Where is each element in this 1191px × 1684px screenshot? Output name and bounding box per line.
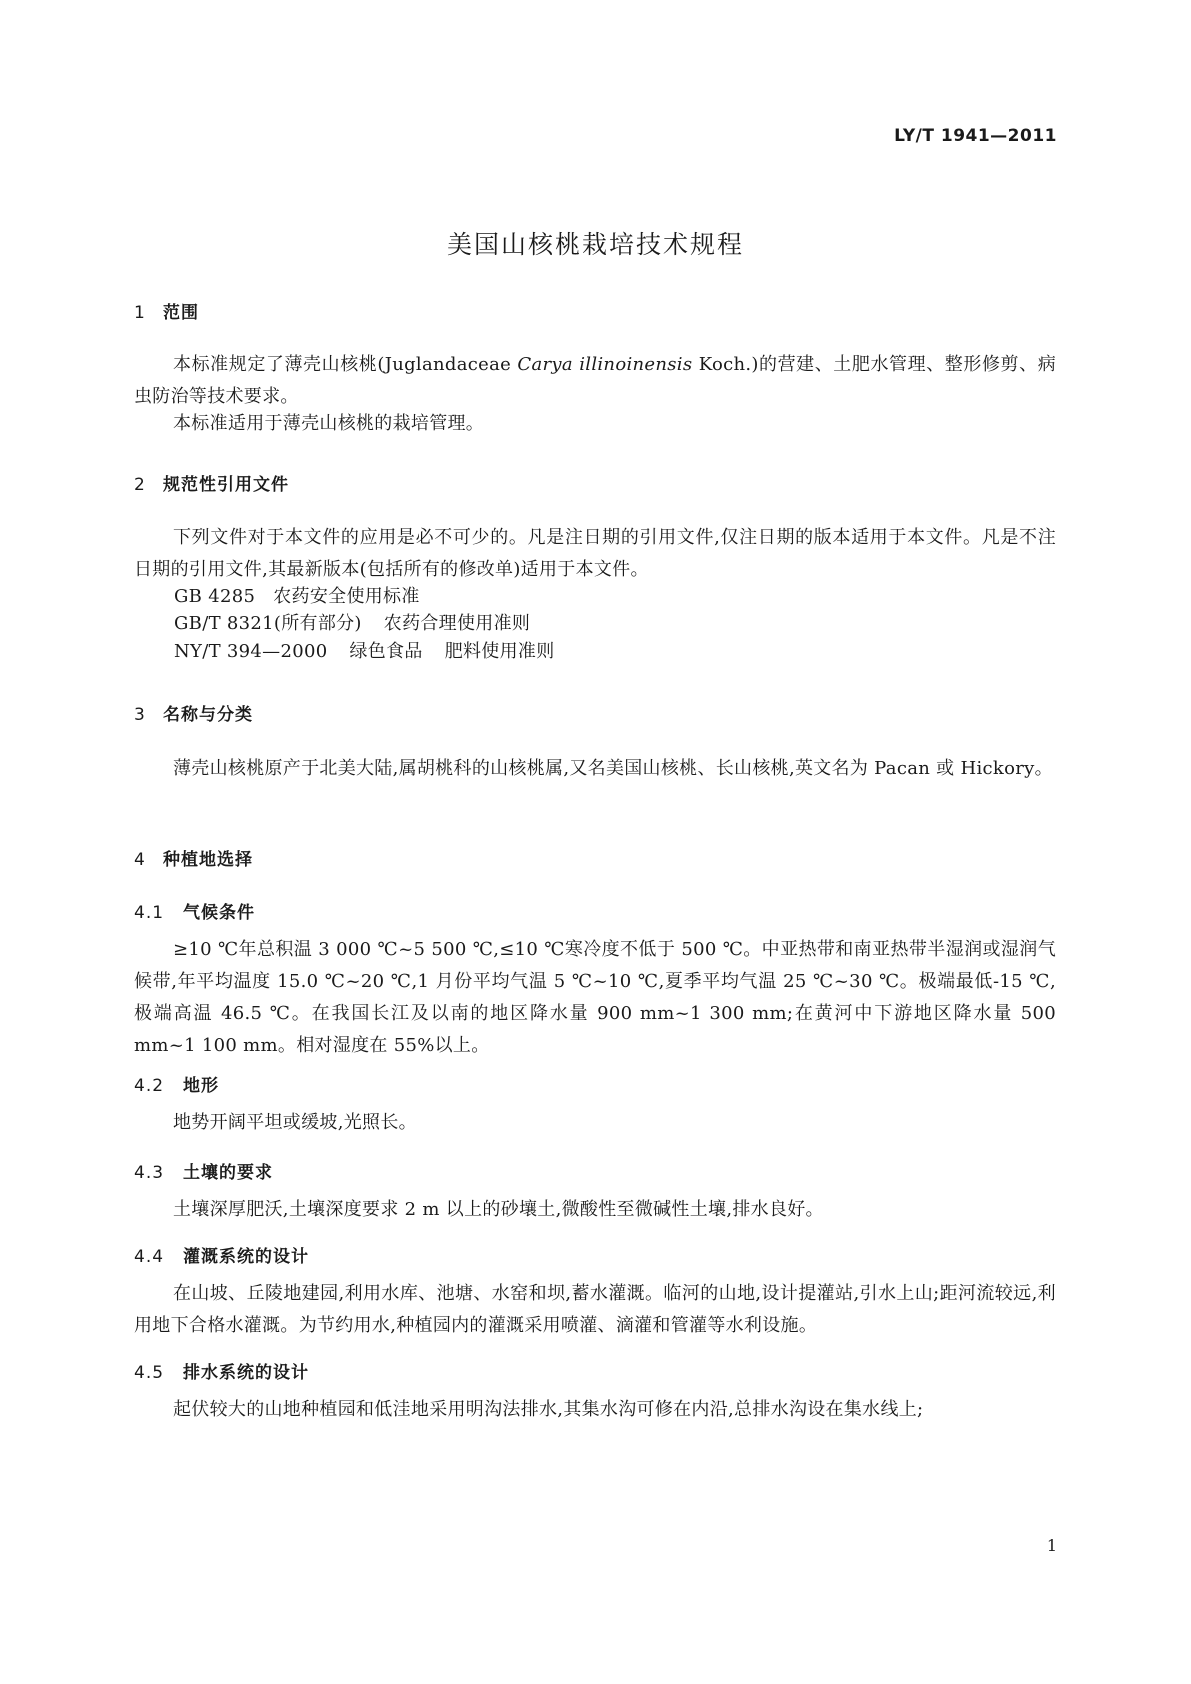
section-1-paragraph-2: 本标准适用于薄壳山核桃的栽培管理。 xyxy=(173,413,485,434)
reference-code: GB/T 8321(所有部分) xyxy=(174,613,362,634)
subsection-number: 4.1 xyxy=(134,903,165,923)
subsection-title: 排水系统的设计 xyxy=(183,1363,309,1383)
species-name: Carya illinoinensis xyxy=(517,354,693,375)
subsection-number: 4.5 xyxy=(134,1363,165,1383)
section-number: 3 xyxy=(134,705,146,725)
subsection-4-2-paragraph: 地势开阔平坦或缓坡,光照长。 xyxy=(173,1112,417,1133)
section-1-paragraph-1: 本标准规定了薄壳山核桃(Juglandaceae Carya illinoinensis Koch.)的营建、土肥水管理、整形修剪、病虫防治等技术要求。 xyxy=(134,354,1056,407)
standard-code: LY/T 1941—2011 xyxy=(894,126,1057,146)
reference-title: 农药安全使用标准 xyxy=(273,586,420,607)
subsection-title: 土壤的要求 xyxy=(183,1163,273,1183)
subsection-title: 气候条件 xyxy=(183,903,255,923)
subsection-4-2-heading xyxy=(134,1071,219,1096)
section-4-heading xyxy=(134,845,253,870)
reference-title-part: 肥料使用准则 xyxy=(444,641,555,662)
section-1-heading xyxy=(134,298,199,323)
section-2-heading xyxy=(134,470,289,495)
section-title: 范围 xyxy=(163,303,199,323)
subsection-4-3-paragraph: 土壤深厚肥沃,土壤深度要求 2 m 以上的砂壤土,微酸性至微碱性土壤,排水良好。 xyxy=(173,1199,824,1220)
section-number: 4 xyxy=(134,850,146,870)
section-title: 名称与分类 xyxy=(163,705,253,725)
section-number: 2 xyxy=(134,475,146,495)
subsection-4-4-heading xyxy=(134,1242,309,1267)
section-number: 1 xyxy=(134,303,146,323)
subsection-title: 地形 xyxy=(183,1076,219,1096)
reference-title: 绿色食品 xyxy=(349,641,423,662)
section-2-paragraph-1: 下列文件对于本文件的应用是必不可少的。凡是注日期的引用文件,仅注日期的版本适用于本文件。凡是不注日期的引用文件,其最新版本(包括所有的修改单)适用于本文件。 xyxy=(134,527,1056,580)
reference-code: GB 4285 xyxy=(174,586,256,607)
reference-title: 农药合理使用准则 xyxy=(383,613,531,634)
page-number: 1 xyxy=(1046,1536,1057,1555)
subsection-number: 4.2 xyxy=(134,1076,165,1096)
subsection-title: 灌溉系统的设计 xyxy=(183,1247,309,1267)
subsection-4-3-heading xyxy=(134,1158,273,1183)
subsection-4-4-paragraph: 在山坡、丘陵地建园,利用水库、池塘、水窑和坝,蓄水灌溉。临河的山地,设计提灌站,引水上山;距河流较远,利用地下合格水灌溉。为节约用水,种植园内的灌溉采用喷灌、滴灌和管灌等水利设施。 xyxy=(134,1283,1056,1336)
subsection-4-5-heading xyxy=(134,1358,309,1383)
section-title: 规范性引用文件 xyxy=(163,475,289,495)
section-3-heading xyxy=(134,700,253,725)
document-title: 美国山核桃栽培技术规程 xyxy=(446,230,744,259)
subsection-4-5-paragraph: 起伏较大的山地种植园和低洼地采用明沟法排水,其集水沟可修在内沿,总排水沟设在集水线上; xyxy=(173,1399,924,1420)
section-title: 种植地选择 xyxy=(163,850,253,870)
normative-reference xyxy=(174,636,555,668)
reference-code: NY/T 394—2000 xyxy=(174,641,328,662)
subsection-number: 4.3 xyxy=(134,1163,165,1183)
subsection-4-1-paragraph: ≥10 ℃年总积温 3 000 ℃~5 500 ℃,≤10 ℃寒冷度不低于 500 ℃。中亚热带和南亚热带半湿润或湿润气候带,年平均温度 15.0 ℃~20 ℃,1 月份平均气温 5 ℃~10 ℃,夏季平均气温 25 ℃~30 ℃。极端最低-15 ℃,极端高温 46.5 ℃。在我国长江及以南的地区降水量 900 mm~1 300 mm;在黄河中下游地区降水量 500 mm~1 100 mm。相对湿度在 55%以上。 xyxy=(134,939,1056,1056)
subsection-4-1-heading xyxy=(134,898,255,923)
section-3-paragraph-1: 薄壳山核桃原产于北美大陆,属胡桃科的山核桃属,又名美国山核桃、长山核桃,英文名为 Pacan 或 Hickory。 xyxy=(173,758,1053,779)
subsection-number: 4.4 xyxy=(134,1247,165,1267)
